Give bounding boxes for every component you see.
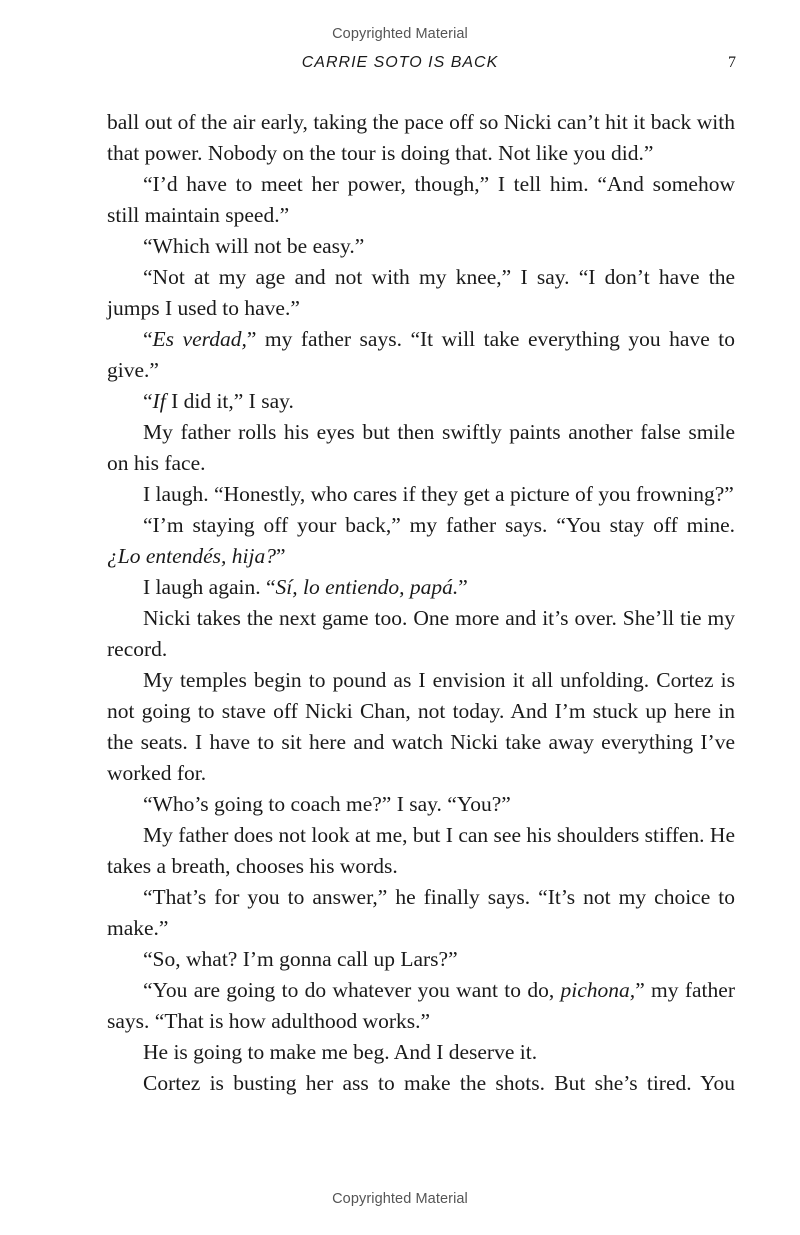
paragraph bbox=[107, 262, 735, 324]
paragraph bbox=[107, 479, 735, 510]
paragraph bbox=[107, 1068, 735, 1099]
italic-text: pichona, bbox=[560, 978, 636, 1002]
text-run: ” bbox=[458, 575, 468, 599]
paragraph bbox=[107, 820, 735, 882]
text-run: My father rolls his eyes but then swiftly paints another false smile on his face. bbox=[107, 420, 735, 475]
text-run: Nicki takes the next game too. One more and it’s over. She’ll tie my record. bbox=[107, 606, 735, 661]
paragraph bbox=[107, 665, 735, 789]
text-run: “ bbox=[143, 327, 153, 351]
paragraph bbox=[107, 324, 735, 386]
text-run: “You are going to do whatever you want to do, bbox=[143, 978, 561, 1002]
text-run: ” bbox=[276, 544, 286, 568]
paragraph bbox=[107, 975, 735, 1037]
text-run: “I’m staying off your back,” my father says. “You stay off mine. bbox=[143, 513, 735, 537]
paragraph bbox=[107, 572, 735, 603]
text-run: ” my father says. “That is how adulthood works.” bbox=[107, 978, 735, 1033]
paragraph bbox=[107, 944, 735, 975]
text-run: ” my father says. “It will take everything you have to give.” bbox=[107, 327, 735, 382]
paragraph bbox=[107, 231, 735, 262]
paragraph bbox=[107, 510, 735, 572]
text-run: I laugh again. “ bbox=[143, 575, 276, 599]
italic-text: ¿Lo entendés, hija? bbox=[107, 544, 276, 568]
text-run: “I’d have to meet her power, though,” I tell him. “And somehow still maintain speed.” bbox=[107, 172, 735, 227]
paragraph bbox=[107, 882, 735, 944]
text-run: “So, what? I’m gonna call up Lars?” bbox=[143, 947, 458, 971]
paragraph bbox=[107, 1037, 735, 1068]
copyright-notice-top: Copyrighted Material bbox=[332, 26, 468, 42]
running-head-title: CARRIE SOTO IS BACK bbox=[301, 54, 499, 71]
text-run: Cortez is busting her ass to make the shots. But she’s tired. You bbox=[143, 1071, 735, 1095]
paragraph bbox=[107, 417, 735, 479]
page-number: 7 bbox=[728, 54, 736, 71]
text-run: My father does not look at me, but I can see his shoulders stiffen. He takes a breath, chooses his words. bbox=[107, 823, 735, 878]
text-run: “Which will not be easy.” bbox=[143, 234, 365, 258]
paragraph bbox=[107, 386, 735, 417]
text-run: ball out of the air early, taking the pace off so Nicki can’t hit it back with that power. Nobody on the tour is doing that. Not like you did.” bbox=[107, 110, 735, 165]
text-run: I did it,” I say. bbox=[165, 389, 294, 413]
body-text bbox=[107, 107, 735, 1099]
italic-text: If bbox=[152, 389, 166, 413]
italic-text: Sí, lo entiendo, papá. bbox=[275, 575, 459, 599]
paragraph bbox=[107, 603, 735, 665]
text-run: “Who’s going to coach me?” I say. “You?” bbox=[143, 792, 511, 816]
text-run: My temples begin to pound as I envision it all unfolding. Cortez is not going to stave off Nicki Chan, not today. And I’m stuck up here in the seats. I have to sit here and watch Nicki take away everything I’ve worked for. bbox=[107, 668, 735, 785]
text-run: He is going to make me beg. And I deserve it. bbox=[143, 1040, 538, 1064]
paragraph bbox=[107, 789, 735, 820]
text-run: “Not at my age and not with my knee,” I say. “I don’t have the jumps I used to have.” bbox=[107, 265, 735, 320]
paragraph bbox=[107, 169, 735, 231]
text-run: I laugh. “Honestly, who cares if they get a picture of you frowning?” bbox=[143, 482, 734, 506]
text-run: “ bbox=[143, 389, 153, 413]
italic-text: Es verdad, bbox=[152, 327, 247, 351]
text-run: “That’s for you to answer,” he finally says. “It’s not my choice to make.” bbox=[107, 885, 735, 940]
paragraph bbox=[107, 107, 735, 169]
copyright-notice-bottom: Copyrighted Material bbox=[332, 1191, 468, 1207]
